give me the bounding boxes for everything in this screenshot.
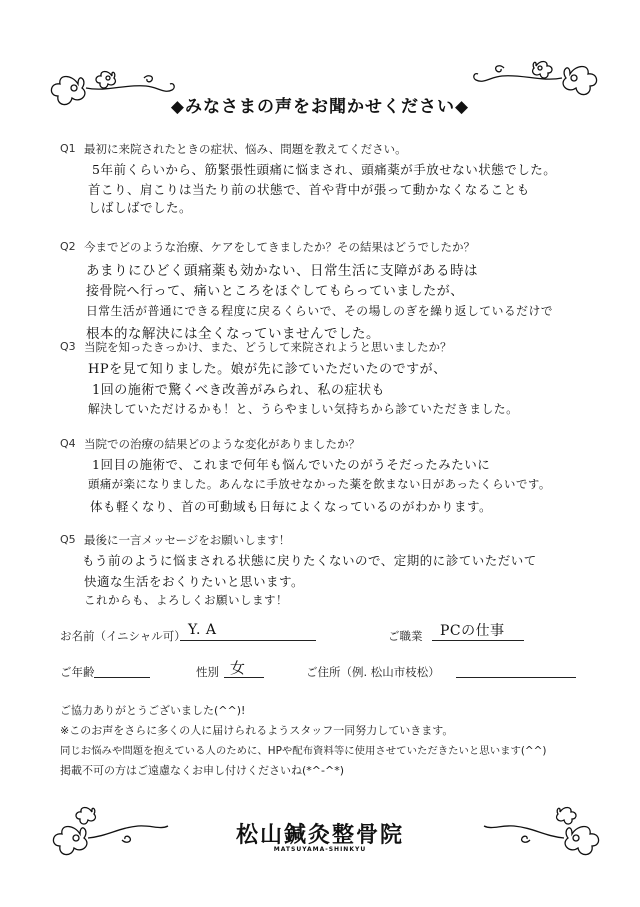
question-text: 当院での治療の結果どのような変化がありましたか？ bbox=[84, 437, 360, 451]
answer-line: 5年前くらいから、筋緊張性頭痛に悩まされ、頭痛薬が手放せない状態でした。 bbox=[92, 162, 557, 177]
question-label: Q1 bbox=[60, 142, 76, 155]
question-text: 今までどのような治療、ケアをしてきましたか？その結果はどうでしたか？ bbox=[84, 240, 475, 254]
job-value: PCの仕事 bbox=[440, 623, 505, 639]
question-text: 最後に一言メッセージをお願いします！ bbox=[84, 533, 291, 547]
answer-line: 体も軽くなり、首の可動域も日毎によくなっているのがわかります。 bbox=[90, 499, 493, 514]
gender-underline bbox=[224, 677, 264, 678]
name-label: お名前（イニシャル可） bbox=[60, 629, 186, 643]
question-label: Q4 bbox=[60, 437, 76, 450]
decline-note: 掲載不可の方はご遠慮なくお申し付けくださいね(*^-^*) bbox=[60, 764, 344, 777]
answer-line: 快適な生活をおくりたいと思います。 bbox=[84, 574, 305, 589]
answer-line: 首こり、肩こりは当たり前の状態で、首や背中が張って動かなくなることも bbox=[88, 182, 530, 197]
answer-line: 接骨院へ行って、痛いところをほぐしてもらっていましたが、 bbox=[86, 284, 464, 299]
job-underline bbox=[432, 640, 524, 641]
answer-line: 日常生活が普通にできる程度に戻るくらいで、その場しのぎを繰り返しているだけで bbox=[86, 304, 554, 318]
age-label: ご年齢 bbox=[60, 665, 95, 679]
answer-line: 1回目の施術で、これまで何年も悩んでいたのがうそだったみたいに bbox=[92, 457, 491, 472]
gender-label: 性別 bbox=[196, 665, 219, 679]
gender-value: 女 bbox=[230, 659, 246, 677]
question-text: 当院を知ったきっかけ、また、どうして来院されようと思いましたか？ bbox=[84, 340, 452, 354]
answer-line: 解決していただけるかも！と、うらやましい気持ちから診ていただきました。 bbox=[88, 402, 519, 416]
page-title: ◆みなさまの声をお聞かせください◆ bbox=[170, 97, 470, 117]
answer-line: これからも、よろしくお願いします！ bbox=[84, 593, 288, 607]
question-label: Q3 bbox=[60, 340, 76, 353]
answer-line: もう前のように悩まされる状態に戻りたくないので、定期的に診ていただいて bbox=[82, 553, 537, 568]
clinic-logo: 松山鍼灸整骨院 bbox=[235, 822, 404, 848]
name-underline bbox=[180, 640, 316, 641]
answer-line: HPを見て知りました。娘が先に診ていただいたのですが、 bbox=[88, 362, 447, 377]
usage-note: 同じお悩みや問題を抱えている人のために、HPや配布資料等に使用させていただきたいと思います(^^) bbox=[60, 745, 547, 757]
question-text: 最初に来院されたときの症状、悩み、問題を教えてください。 bbox=[84, 142, 407, 156]
question-label: Q2 bbox=[60, 240, 76, 253]
age-underline bbox=[94, 677, 150, 678]
answer-line: 頭痛が楽になりました。あんなに手放せなかった薬を飲まない日があったくらいです。 bbox=[88, 477, 551, 491]
effort-note: ※このお声をさらに多くの人に届けられるようスタッフ一同努力していきます。 bbox=[60, 724, 454, 737]
name-value: Y. A bbox=[188, 622, 217, 638]
address-label: ご住所（例. 松山市枝松） bbox=[306, 665, 440, 679]
answer-line: しばしばでした。 bbox=[88, 200, 193, 215]
address-underline bbox=[456, 677, 576, 678]
thanks-note: ご協力ありがとうございました(^^)! bbox=[60, 704, 246, 717]
answer-line: あまりにひどく頭痛薬も効かない、日常生活に支障がある時は bbox=[86, 263, 478, 279]
job-label: ご職業 bbox=[388, 629, 423, 643]
question-label: Q5 bbox=[60, 533, 76, 546]
answer-line: 根本的な解決には全くなっていませんでした。 bbox=[86, 326, 380, 342]
clinic-logo-subtitle: MATSUYAMA-SHINKYU bbox=[273, 846, 367, 853]
answer-line: 1回の施術で驚くべき改善がみられ、私の症状も bbox=[92, 383, 386, 398]
